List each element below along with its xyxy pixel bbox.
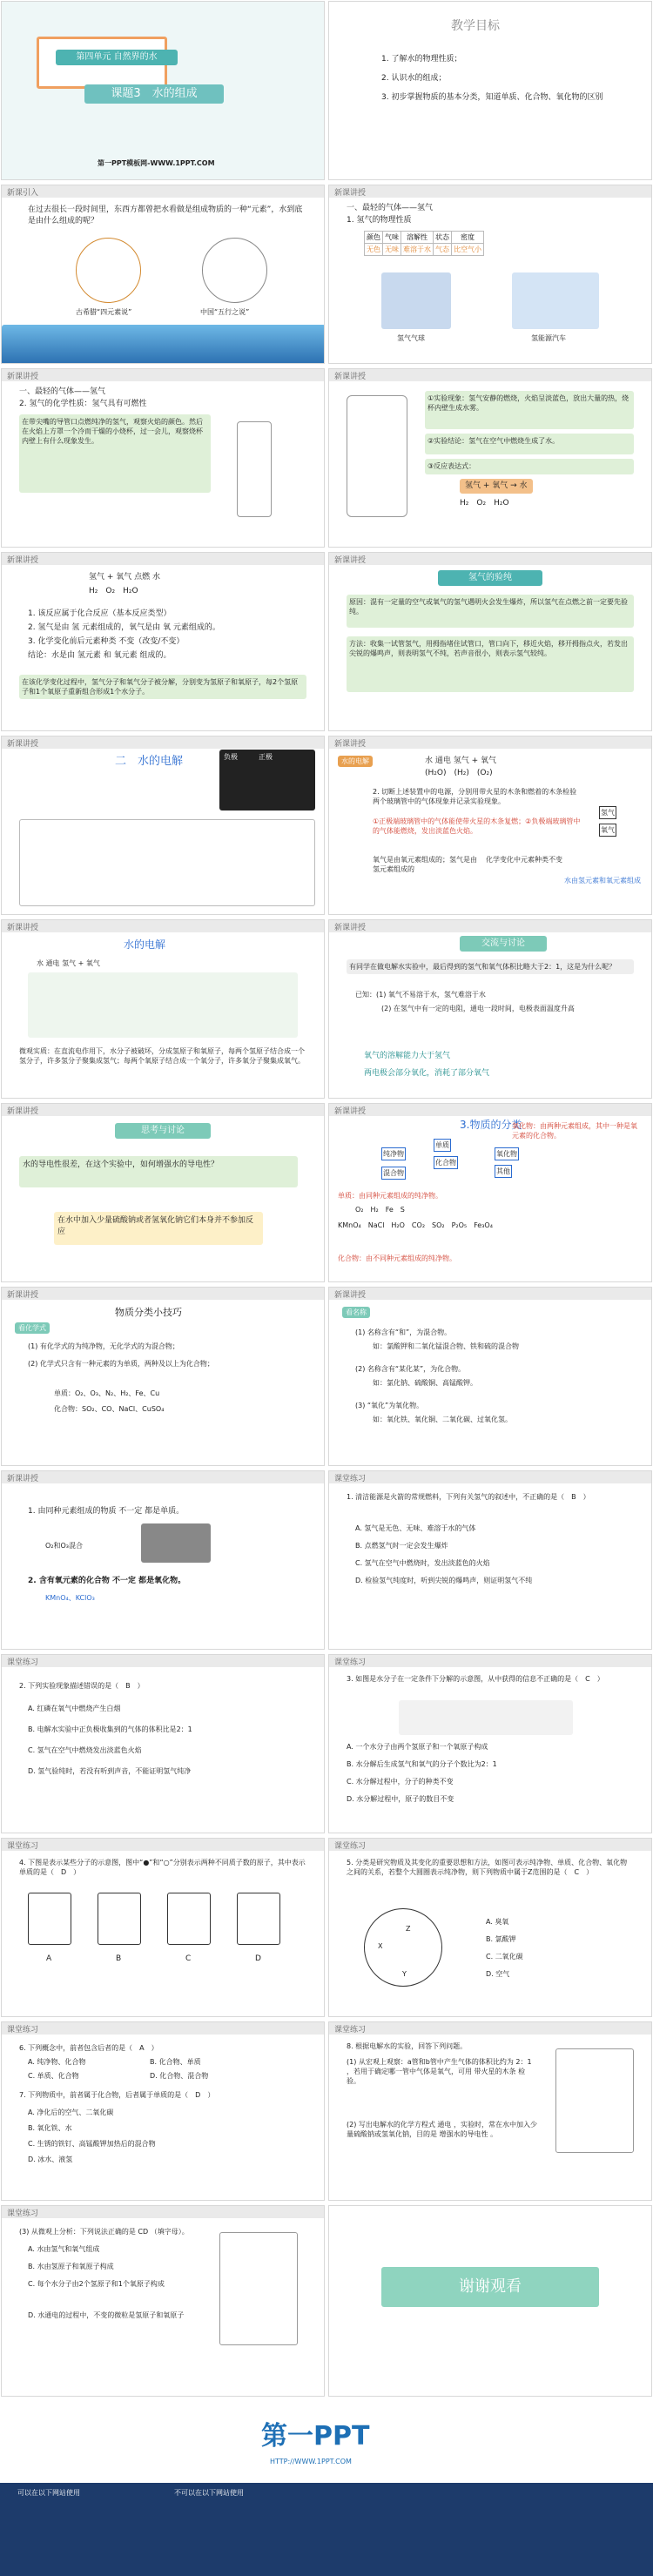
ozone-image (141, 1523, 211, 1563)
slide-exercise-1: 课堂练习 1. 清洁能源是火箭的常规燃料，下列有关氢气的叙述中，不正确的是（ B ） A. 氢气是无色、无味、难溶于水的气体 B. 点燃氢气时一定会发生爆炸 C. 氢气在空气中燃烧时，发出淡蓝色的火焰 D. 检验氢气纯度时，听到尖锐的爆鸣声，则证明氢气不纯 (328, 1470, 652, 1650)
four-elements-diagram (76, 238, 141, 303)
slide-hydrogen-physical: 新课讲授 一、最轻的气体——氢气 1. 氢气的物理性质 颜色 气味 溶解性 状态 密度 无色 无味 难溶于水 气态 比空气小 氢气气球 氢能源汽车 (328, 185, 652, 364)
option-d-box (237, 1893, 280, 1945)
properties-table: 颜色 气味 溶解性 状态 密度 无色 无味 难溶于水 气态 比空气小 (364, 231, 484, 256)
slide-names: 新课讲授 看名称 (1) 名称含有“和”，为混合物。 如：氯酸钾和二氧化锰混合物、铁和硫的混合物 (2) 名称含有“某化某”，为化合物。 如：氯化钠、硫酸铜、高锰酸钾。 (3) “氧化”为氧化物。 如：氧化铁、氧化铜、二氧化碳、过氧化氢。 (328, 1287, 652, 1466)
car-image (512, 272, 599, 329)
option-b-box (98, 1893, 141, 1945)
option-a-box (28, 1893, 71, 1945)
electrolysis-tubes (219, 2232, 298, 2345)
beaker-image (347, 395, 407, 517)
electrolysis-apparatus (555, 2048, 634, 2153)
slide-electrolysis-micro: 新课讲授 水的电解 水 通电 氢气 + 氧气 微观实质：在直流电作用下，水分子被破坏，分成氢原子和氧原子，每两个氢原子结合成一个氢分子，许多氢分子聚集成氢气；每两个氧原子结合成一个氧分子，许多氧分子聚集成氧气。 (1, 919, 325, 1099)
brand-footer: 可以在以下网站使用 不可以在以下网站使用 (0, 2483, 653, 2576)
slide-exercise-8: 课堂练习 (3) 从微观上分析：下列说法正确的是 CD （填字母）。 A. 水由氢气和氧气组成 B. 水由氢原子和氧原子构成 C. 每个水分子由2个氢原子和1个氧原子构成 D. 水通电的过程中，不变的微粒是氢原子和氧原子 (1, 2205, 325, 2397)
slide-exercise-4: 课堂练习 4. 下图是表示某些分子的示意图，图中“●”和“○”分别表示两种不同质子数的原子，其中表示单质的是（ D ） A B C D (1, 1838, 325, 2017)
thanks-banner: 谢谢观看 (381, 2267, 599, 2307)
slide-exercise-7: 课堂练习 8. 根据电解水的实验，回答下列问题。 (1) 从宏观上观察：a管和b管中产生气体的体积比约为 2：1 ，若用于确定哪一管中气体是氧气，可用 带火星的木条 检验。 (2) 写出电解水的化学方程式 通电 ，实验时，常在水中加入少量硫酸钠或氢氧化钠，目的是 增强水的导电性 。 (328, 2021, 652, 2201)
slide-exercise-6: 课堂练习 6. 下列概念中，前者包含后者的是（ A ） A. 纯净物、化合物 B. 化合物、单质 C. 单质、化合物 D. 化合物、混合物 7. 下列物质中，前者属于化合物，后者属于单质的是（ D ） A. 净化后的空气、二氧化碳 B. 氧化铁、水 C. 生锈的铁钉、高锰酸钾加热后的混合物 D. 冰水、液氢 (1, 2021, 325, 2201)
slide-classification: 新课讲授 3.物质的分类 纯净物 混合物 单质 化合物 氧化物 其他 氧化物：由两种元素组成，其中一种是氧元素的化合物。 单质：由同种元素组成的纯净物。 O₂ H₂ Fe S KMnO₄ NaCl H₂O CO₂ SO₂ P₂O₅ Fe₃O₄ 化合物：由不同种元素组成的纯净物。 (328, 1103, 652, 1282)
slide-objectives: 教学目标 1. 了解水的物理性质； 2. 认识水的组成； 3. 初步掌握物质的基本分类，知道单质、化合物、氧化物的区别 (328, 1, 652, 180)
five-elements-diagram (202, 238, 267, 303)
slide-thanks (328, 2205, 652, 2397)
topic-banner: 课题3 水的组成 (84, 84, 224, 104)
option-c-box (167, 1893, 211, 1945)
slide-title (1, 1, 325, 180)
slide-exercise-2: 课堂练习 2. 下列实验现象描述错误的是（ B ） A. 红磷在氧气中燃烧产生白烟 B. 电解水实验中正负极收集到的气体的体积比是2：1 C. 氢气在空气中燃烧发出淡蓝色火焰 D. 氢气验纯时，若没有听到声音，不能证明氢气纯净 (1, 1654, 325, 1833)
burner-apparatus (237, 421, 272, 517)
slide-electrolysis: 新课讲授 二 水的电解 负极 正极 (1, 736, 325, 915)
procedure-table (19, 819, 315, 906)
slide-tips: 新课讲授 物质分类小技巧 看化学式 (1) 有化学式的为纯净物，无化学式的为混合物； (2) 化学式只含有一种元素的为单质，两种及以上为化合物； 单质：O₂、O₃、N₂、H₂、Fe、Cu 化合物：SO₂、CO、NaCl、CuSO₄ (1, 1287, 325, 1466)
slide-notes: 新课讲授 1. 由同种元素组成的物质 不一定 都是单质。 O₂和O₃混合 2. 含有氧元素的化合物 不一定 都是氧化物。 KMnO₄、KClO₃ (1, 1470, 325, 1650)
slide-exercise-5: 课堂练习 5. 分类是研究物质及其变化的重要思想和方法，如图可表示纯净物、单质、化合物、氧化物之间的关系，若整个大圆圈表示纯净物，则下列物质中属于Z范围的是（ C ） X Y Z A. 臭氧 B. 氯酸钾 C. 二氧化碳 D. 空气 (328, 1838, 652, 2017)
objectives-title: 教学目标 (451, 19, 500, 33)
slide-footer: 第一PPT模板网-WWW.1PPT.COM (98, 159, 215, 167)
slide-conductivity: 新课讲授 思考与讨论 水的导电性很差，在这个实验中，如何增强水的导电性？ 在水中加入少量硫酸钠或者氢氧化钠它们本身并不参加反应 (1, 1103, 325, 1282)
molecule-diagram (28, 972, 298, 1038)
slide-discussion: 新课讲授 交流与讨论 有同学在做电解水实验中，最后得到的氢气和氧气体积比略大于2：1，这是为什么呢？ 已知：(1) 氧气不易溶于水，氢气难溶于水 (2) 在氢气中有一定的电阻，通电一段时间，电极表面温度升高 氧气的溶解能力大于氢气 两电极会部分氧化，消耗了部分氧气 (328, 919, 652, 1099)
brand-logo: 第一PPT HTTP://WWW.1PPT.COM (0, 2404, 653, 2483)
water-scene (2, 325, 325, 364)
slide-purity-test: 新课讲授 氢气的验纯 原因：混有一定量的空气或氧气的氢气遇明火会发生爆炸，所以氢气在点燃之前一定要先验纯。 方法：收集一试管氢气，用拇指堵住试管口，管口向下，移近火焰，移开拇指点火，若发出尖锐的爆鸣声，则表明氢气不纯，若声音很小，则表示氢气较纯。 (328, 552, 652, 731)
slide-intro: 新课引入 在过去很长一段时间里，东西方都曾把水看做是组成物质的一种“元素”，水到底是由什么组成的呢？ 古希腊“四元素说” 中国“五行之说” (1, 185, 325, 364)
balloons-image (381, 272, 451, 329)
unit-banner: 第四单元 自然界的水 (56, 50, 178, 65)
slide-hydrogen-results: 新课讲授 ①实验现象：氢气安静的燃烧，火焰呈淡蓝色，放出大量的热，烧杯内壁生成水雾。 ②实验结论：氢气在空气中燃烧生成了水。 ③反应表达式： 氢气 + 氧气 → 水 H₂ O₂ H₂O (328, 368, 652, 548)
slide-exercise-3: 课堂练习 3. 如图是水分子在一定条件下分解的示意图，从中获得的信息不正确的是（ C ） A. 一个水分子由两个氢原子和一个氧原子构成 B. 水分解后生成氢气和氧气的分子个数比为2：1 C. 水分解过程中，分子的种类不变 D. 水分解过程中，原子的数目不变 (328, 1654, 652, 1833)
slide-reaction-analysis: 新课讲授 氢气 + 氧气 点燃 水 H₂ O₂ H₂O 1. 该反应属于化合反应（基本反应类型） 2. 氢气是由 氢 元素组成的，氧气是由 氧 元素组成的。 3. 化学变化前后元素种类 不变（改变/不变） 结论：水是由 氢元素 和 氧元素 组成的。 在该化学变化过程中，氢气分子和氧气分子被分解，分别变为氢原子和氧原子，每2个氢原子和1个氧原子重新组合形成1个水分子。 (1, 552, 325, 731)
slide-electrolysis-results: 新课讲授 水 通电 氢气 + 氧气 (H₂O) (H₂) (O₂) 水的电解 2. 切断上述装置中的电源，分别用带火星的木条和燃着的木条检验两个玻璃管中的气体现象并记录实验现象。 ①正极端玻璃管中的气体能使带火星的木条复燃；②负极端玻璃管中的气体能燃烧，发出淡蓝色火焰。 氧气是由氧元素组成的；氢气是由氢元素组成的 化学变化中元素种类不变 氧气 氢气 水由氢元素和氧元素组成 (328, 736, 652, 915)
molecule-split-diagram (399, 1700, 573, 1735)
slide-hydrogen-chemical: 新课讲授 一、最轻的气体——氢气 2. 氢气的化学性质：氢气具有可燃性 在带尖嘴的导管口点燃纯净的氢气，观察火焰的颜色。然后在火焰上方罩一个冷而干燥的小烧杯，过一会儿，观察烧杯内壁上有什么现象发生。 (1, 368, 325, 548)
